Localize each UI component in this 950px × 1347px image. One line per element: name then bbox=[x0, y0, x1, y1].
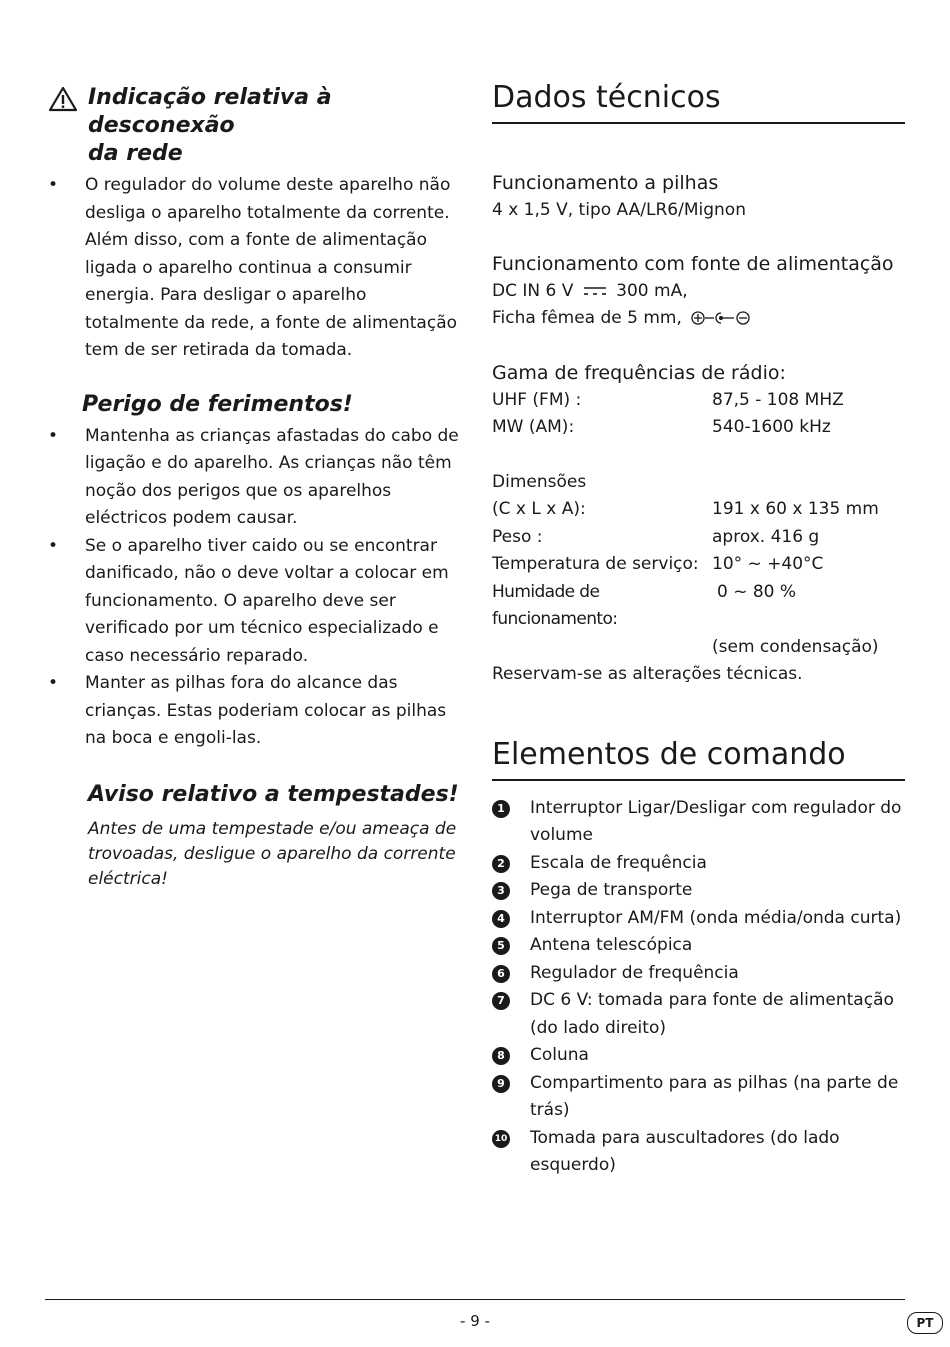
uhf-label: UHF (FM) : bbox=[492, 389, 582, 410]
list-item-text: Regulador de frequência bbox=[530, 962, 739, 983]
list-item bbox=[492, 1125, 905, 1180]
list-item bbox=[492, 932, 905, 960]
number-badge: 10 bbox=[492, 1130, 510, 1148]
humid-label: Humidade de funcionamento: bbox=[492, 581, 618, 629]
storm-text: Antes de uma tempestade e/ou ameaça de trovoadas, desligue o aparelho da corrente eléctrica! bbox=[88, 818, 457, 889]
list-item bbox=[492, 905, 905, 933]
temp-label: Temperatura de serviço: bbox=[492, 554, 699, 574]
footer-rule bbox=[45, 1299, 905, 1300]
list-item-text: Manter as pilhas fora do alcance das crianças. Estas poderiam colocar as pilhas na boca e engoli-las. bbox=[85, 673, 447, 748]
dim-heading: Dimensões bbox=[492, 471, 587, 492]
number-badge: 3 bbox=[492, 882, 510, 900]
list-item-text: Coluna bbox=[530, 1045, 589, 1065]
number-badge: 4 bbox=[492, 910, 510, 928]
humid-note-row bbox=[492, 634, 905, 662]
controls-list bbox=[492, 795, 905, 1180]
controls-section bbox=[492, 735, 905, 1180]
bullet-mark: • bbox=[48, 425, 59, 446]
weight-value: aprox. 416 g bbox=[712, 526, 820, 547]
humid-value: 0 ~ 80 % bbox=[717, 581, 797, 602]
uhf-value: 87,5 - 108 MHZ bbox=[712, 389, 844, 410]
storm-section bbox=[48, 781, 463, 892]
warning-triangle-icon bbox=[48, 86, 78, 112]
disconnect-title-line2: da rede bbox=[88, 141, 183, 166]
battery-value: 4 x 1,5 V, tipo AA/LR6/Mignon bbox=[492, 200, 746, 220]
injury-section bbox=[48, 391, 463, 753]
list-item-text: Se o aparelho tiver caido ou se encontrar danificado, não o deve voltar a colocar em funcionamento. O aparelho deve ser verificado por um técnico especializado e caso necessário reparado. bbox=[85, 535, 449, 666]
list-item-text: DC 6 V: tomada para fonte de alimentação (do lado direito) bbox=[530, 990, 894, 1038]
psu-plug-text: Ficha fêmea de 5 mm, bbox=[492, 308, 682, 328]
language-badge: PT bbox=[907, 1312, 943, 1334]
number-badge: 1 bbox=[492, 800, 510, 818]
battery-heading: Funcionamento a pilhas bbox=[492, 172, 719, 194]
list-item-text: Interruptor AM/FM (onda média/onda curta) bbox=[530, 907, 902, 928]
list-item-text: Mantenha as crianças afastadas do cabo de ligação e do aparelho. As crianças não têm noção dos perigos que os aparelhos eléctricos podem causar. bbox=[85, 425, 459, 528]
number-badge: 9 bbox=[492, 1075, 510, 1093]
dim-value: 191 x 60 x 135 mm bbox=[712, 499, 879, 519]
list-item bbox=[492, 795, 905, 850]
mw-label: MW (AM): bbox=[492, 417, 575, 437]
disconnect-heading bbox=[48, 84, 463, 140]
number-badge: 2 bbox=[492, 855, 510, 873]
humid-row bbox=[492, 579, 905, 634]
storm-title: Aviso relativo a tempestades! bbox=[88, 781, 459, 807]
mw-row bbox=[492, 414, 905, 442]
freq-heading: Gama de frequências de rádio: bbox=[492, 361, 786, 384]
uhf-row bbox=[492, 387, 905, 415]
dc-current-icon bbox=[583, 285, 607, 297]
polarity-icon bbox=[691, 310, 751, 326]
list-item-text: O regulador do volume deste aparelho não desliga o aparelho totalmente da corrente. Além disso, com a fonte de alimentação ligada o aparelho continua a consumir energia. Para desligar o aparelho totalmente da rede, a fonte de alimentação tem de ser retirada da tomada. bbox=[85, 175, 458, 360]
disconnect-section bbox=[48, 84, 463, 365]
number-badge: 6 bbox=[492, 965, 510, 983]
reserve-note: Reservam-se as alterações técnicas. bbox=[492, 664, 803, 684]
tech-title: Dados técnicos bbox=[492, 78, 905, 124]
list-item bbox=[492, 850, 905, 878]
list-item bbox=[48, 533, 463, 671]
number-badge: 8 bbox=[492, 1047, 510, 1065]
list-item bbox=[492, 877, 905, 905]
page-number: - 9 - bbox=[460, 1312, 490, 1330]
list-item bbox=[492, 987, 905, 1042]
list-item bbox=[48, 670, 463, 753]
list-item bbox=[492, 960, 905, 988]
list-item bbox=[48, 423, 463, 533]
temp-row bbox=[492, 551, 905, 579]
bullet-mark: • bbox=[48, 535, 59, 556]
injury-title: Perigo de ferimentos! bbox=[82, 391, 353, 417]
number-badge: 5 bbox=[492, 937, 510, 955]
list-item-text: Interruptor Ligar/Desligar com regulador do volume bbox=[530, 797, 902, 845]
left-column bbox=[48, 84, 463, 892]
mw-value: 540-1600 kHz bbox=[712, 417, 831, 437]
list-item-text: Tomada para auscultadores (do lado esquerdo) bbox=[530, 1127, 840, 1175]
tech-section bbox=[492, 78, 905, 689]
dim-row bbox=[492, 496, 905, 524]
weight-label: Peso : bbox=[492, 526, 543, 547]
psu-line1 bbox=[492, 278, 905, 306]
humid-note: (sem condensação) bbox=[712, 636, 879, 657]
injury-list bbox=[48, 423, 463, 753]
psu-voltage: DC IN 6 V bbox=[492, 280, 574, 301]
bullet-mark: • bbox=[48, 175, 59, 195]
list-item bbox=[492, 1042, 905, 1070]
controls-title: Elementos de comando bbox=[492, 735, 905, 781]
psu-current: 300 mA, bbox=[616, 280, 688, 301]
temp-value: 10° ~ +40°C bbox=[712, 554, 824, 574]
list-item-text: Antena telescópica bbox=[530, 935, 693, 955]
weight-row bbox=[492, 524, 905, 552]
list-item bbox=[492, 1070, 905, 1125]
number-badge: 7 bbox=[492, 992, 510, 1010]
empty-cell bbox=[492, 634, 712, 662]
psu-line2 bbox=[492, 305, 905, 333]
list-item-text: Escala de frequência bbox=[530, 852, 707, 873]
bullet-mark: • bbox=[48, 673, 59, 693]
disconnect-title-line1: Indicação relativa à desconexão bbox=[88, 85, 332, 138]
psu-heading: Funcionamento com fonte de alimentação bbox=[492, 252, 894, 275]
list-item-text: Pega de transporte bbox=[530, 880, 693, 900]
dim-label: (C x L x A): bbox=[492, 499, 586, 519]
list-item bbox=[48, 172, 463, 365]
disconnect-list bbox=[48, 172, 463, 365]
list-item-text: Compartimento para as pilhas (na parte de trás) bbox=[530, 1072, 899, 1120]
right-column bbox=[492, 78, 905, 1180]
